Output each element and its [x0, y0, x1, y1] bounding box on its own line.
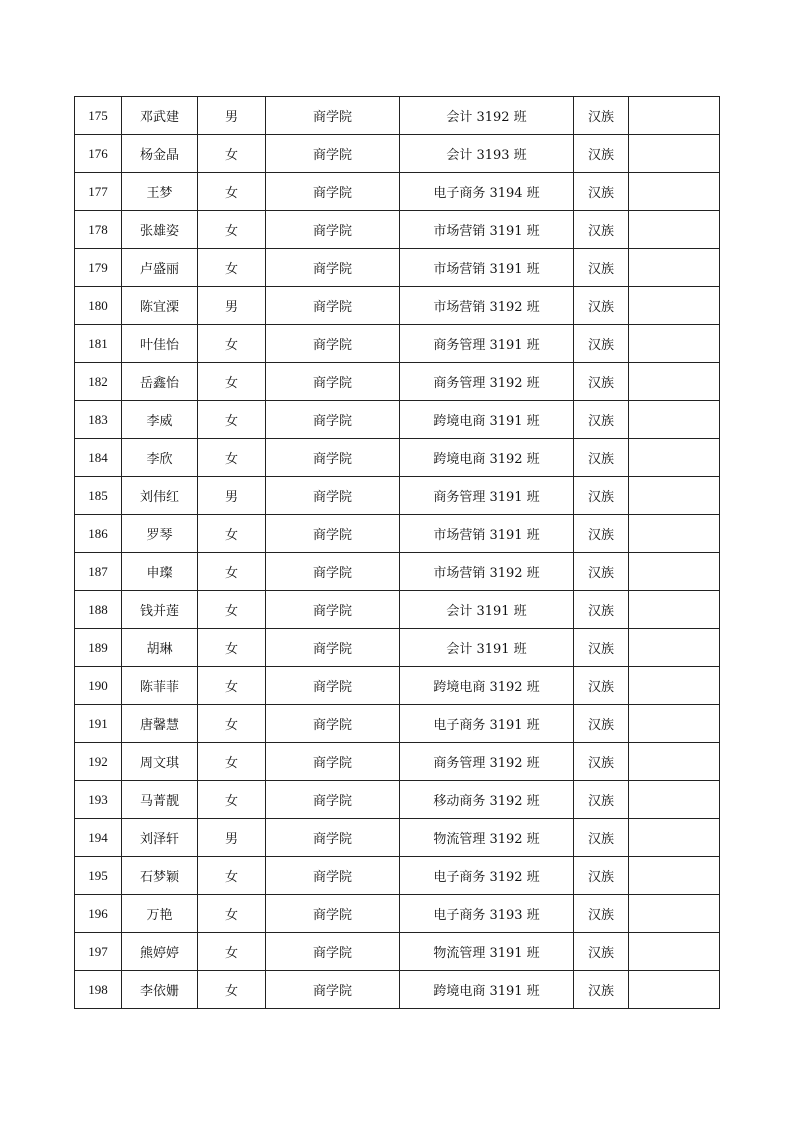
class-cell: 商务管理 3192 班: [400, 743, 574, 781]
table-row: [75, 781, 720, 819]
table-row: [75, 439, 720, 477]
student-name-cell: 唐馨慧: [122, 705, 198, 743]
note-cell: [629, 173, 720, 211]
college-cell: 商学院: [266, 819, 400, 857]
note-cell: [629, 781, 720, 819]
class-cell: 会计 3191 班: [400, 591, 574, 629]
serial-number-cell: 186: [75, 515, 122, 553]
table-row: [75, 933, 720, 971]
note-cell: [629, 553, 720, 591]
note-cell: [629, 971, 720, 1009]
serial-number-cell: 176: [75, 135, 122, 173]
class-cell: 跨境电商 3192 班: [400, 439, 574, 477]
table-row: [75, 97, 720, 135]
table-row: [75, 287, 720, 325]
table-row: [75, 819, 720, 857]
serial-number-cell: 177: [75, 173, 122, 211]
table-row: [75, 591, 720, 629]
college-cell: 商学院: [266, 933, 400, 971]
ethnicity-cell: 汉族: [574, 819, 629, 857]
college-cell: 商学院: [266, 705, 400, 743]
college-cell: 商学院: [266, 401, 400, 439]
class-cell: 跨境电商 3191 班: [400, 401, 574, 439]
table-row: [75, 515, 720, 553]
ethnicity-cell: 汉族: [574, 895, 629, 933]
gender-cell: 男: [198, 819, 266, 857]
college-cell: 商学院: [266, 971, 400, 1009]
table-row: [75, 667, 720, 705]
student-name-cell: 熊婷婷: [122, 933, 198, 971]
gender-cell: 女: [198, 857, 266, 895]
ethnicity-cell: 汉族: [574, 515, 629, 553]
table-row: [75, 743, 720, 781]
table-row: [75, 705, 720, 743]
student-name-cell: 周文琪: [122, 743, 198, 781]
student-name-cell: 石梦颖: [122, 857, 198, 895]
note-cell: [629, 325, 720, 363]
serial-number-cell: 180: [75, 287, 122, 325]
note-cell: [629, 629, 720, 667]
note-cell: [629, 515, 720, 553]
class-cell: 物流管理 3191 班: [400, 933, 574, 971]
gender-cell: 男: [198, 97, 266, 135]
student-name-cell: 张雄姿: [122, 211, 198, 249]
student-name-cell: 罗琴: [122, 515, 198, 553]
class-cell: 会计 3193 班: [400, 135, 574, 173]
ethnicity-cell: 汉族: [574, 249, 629, 287]
note-cell: [629, 819, 720, 857]
ethnicity-cell: 汉族: [574, 173, 629, 211]
class-cell: 跨境电商 3192 班: [400, 667, 574, 705]
serial-number-cell: 175: [75, 97, 122, 135]
ethnicity-cell: 汉族: [574, 667, 629, 705]
college-cell: 商学院: [266, 857, 400, 895]
college-cell: 商学院: [266, 287, 400, 325]
table-row: [75, 401, 720, 439]
note-cell: [629, 363, 720, 401]
note-cell: [629, 135, 720, 173]
ethnicity-cell: 汉族: [574, 401, 629, 439]
ethnicity-cell: 汉族: [574, 781, 629, 819]
gender-cell: 女: [198, 249, 266, 287]
serial-number-cell: 198: [75, 971, 122, 1009]
table-row: [75, 971, 720, 1009]
serial-number-cell: 195: [75, 857, 122, 895]
note-cell: [629, 895, 720, 933]
ethnicity-cell: 汉族: [574, 705, 629, 743]
class-cell: 电子商务 3193 班: [400, 895, 574, 933]
college-cell: 商学院: [266, 515, 400, 553]
table-row: [75, 325, 720, 363]
note-cell: [629, 857, 720, 895]
table-row: [75, 363, 720, 401]
student-name-cell: 李依姗: [122, 971, 198, 1009]
table-row: [75, 477, 720, 515]
gender-cell: 女: [198, 211, 266, 249]
gender-cell: 女: [198, 781, 266, 819]
student-name-cell: 申璨: [122, 553, 198, 591]
ethnicity-cell: 汉族: [574, 97, 629, 135]
college-cell: 商学院: [266, 781, 400, 819]
class-cell: 市场营销 3192 班: [400, 553, 574, 591]
student-name-cell: 万艳: [122, 895, 198, 933]
table-row: [75, 173, 720, 211]
serial-number-cell: 196: [75, 895, 122, 933]
student-name-cell: 马菁靓: [122, 781, 198, 819]
gender-cell: 男: [198, 477, 266, 515]
serial-number-cell: 189: [75, 629, 122, 667]
note-cell: [629, 933, 720, 971]
gender-cell: 女: [198, 553, 266, 591]
serial-number-cell: 190: [75, 667, 122, 705]
student-name-cell: 刘泽轩: [122, 819, 198, 857]
serial-number-cell: 194: [75, 819, 122, 857]
serial-number-cell: 192: [75, 743, 122, 781]
student-name-cell: 陈宜溧: [122, 287, 198, 325]
student-name-cell: 王梦: [122, 173, 198, 211]
table-row: [75, 135, 720, 173]
student-name-cell: 胡琳: [122, 629, 198, 667]
serial-number-cell: 184: [75, 439, 122, 477]
note-cell: [629, 401, 720, 439]
gender-cell: 女: [198, 439, 266, 477]
ethnicity-cell: 汉族: [574, 211, 629, 249]
serial-number-cell: 182: [75, 363, 122, 401]
gender-cell: 女: [198, 667, 266, 705]
gender-cell: 女: [198, 401, 266, 439]
class-cell: 会计 3191 班: [400, 629, 574, 667]
class-cell: 商务管理 3191 班: [400, 325, 574, 363]
ethnicity-cell: 汉族: [574, 629, 629, 667]
serial-number-cell: 181: [75, 325, 122, 363]
college-cell: 商学院: [266, 667, 400, 705]
class-cell: 市场营销 3191 班: [400, 249, 574, 287]
ethnicity-cell: 汉族: [574, 553, 629, 591]
ethnicity-cell: 汉族: [574, 971, 629, 1009]
college-cell: 商学院: [266, 439, 400, 477]
student-name-cell: 李威: [122, 401, 198, 439]
student-name-cell: 陈菲菲: [122, 667, 198, 705]
gender-cell: 女: [198, 705, 266, 743]
gender-cell: 女: [198, 743, 266, 781]
serial-number-cell: 191: [75, 705, 122, 743]
student-name-cell: 李欣: [122, 439, 198, 477]
ethnicity-cell: 汉族: [574, 325, 629, 363]
table-row: [75, 211, 720, 249]
gender-cell: 女: [198, 173, 266, 211]
class-cell: 电子商务 3194 班: [400, 173, 574, 211]
class-cell: 移动商务 3192 班: [400, 781, 574, 819]
college-cell: 商学院: [266, 477, 400, 515]
ethnicity-cell: 汉族: [574, 363, 629, 401]
serial-number-cell: 193: [75, 781, 122, 819]
ethnicity-cell: 汉族: [574, 857, 629, 895]
class-cell: 物流管理 3192 班: [400, 819, 574, 857]
note-cell: [629, 439, 720, 477]
note-cell: [629, 667, 720, 705]
ethnicity-cell: 汉族: [574, 591, 629, 629]
class-cell: 电子商务 3191 班: [400, 705, 574, 743]
roster-body: [75, 97, 720, 1009]
ethnicity-cell: 汉族: [574, 477, 629, 515]
note-cell: [629, 705, 720, 743]
gender-cell: 女: [198, 363, 266, 401]
note-cell: [629, 211, 720, 249]
gender-cell: 女: [198, 629, 266, 667]
note-cell: [629, 249, 720, 287]
serial-number-cell: 197: [75, 933, 122, 971]
college-cell: 商学院: [266, 629, 400, 667]
table-row: [75, 629, 720, 667]
college-cell: 商学院: [266, 363, 400, 401]
college-cell: 商学院: [266, 97, 400, 135]
ethnicity-cell: 汉族: [574, 439, 629, 477]
college-cell: 商学院: [266, 173, 400, 211]
note-cell: [629, 591, 720, 629]
note-cell: [629, 287, 720, 325]
college-cell: 商学院: [266, 553, 400, 591]
serial-number-cell: 179: [75, 249, 122, 287]
college-cell: 商学院: [266, 249, 400, 287]
note-cell: [629, 477, 720, 515]
serial-number-cell: 187: [75, 553, 122, 591]
serial-number-cell: 188: [75, 591, 122, 629]
ethnicity-cell: 汉族: [574, 135, 629, 173]
gender-cell: 女: [198, 591, 266, 629]
table-row: [75, 249, 720, 287]
student-name-cell: 邓武建: [122, 97, 198, 135]
college-cell: 商学院: [266, 135, 400, 173]
serial-number-cell: 185: [75, 477, 122, 515]
college-cell: 商学院: [266, 211, 400, 249]
gender-cell: 女: [198, 971, 266, 1009]
serial-number-cell: 178: [75, 211, 122, 249]
student-name-cell: 叶佳怡: [122, 325, 198, 363]
gender-cell: 女: [198, 515, 266, 553]
gender-cell: 女: [198, 135, 266, 173]
gender-cell: 女: [198, 933, 266, 971]
student-name-cell: 刘伟红: [122, 477, 198, 515]
student-name-cell: 卢盛丽: [122, 249, 198, 287]
table-row: [75, 857, 720, 895]
class-cell: 商务管理 3191 班: [400, 477, 574, 515]
table-row: [75, 895, 720, 933]
gender-cell: 女: [198, 895, 266, 933]
student-roster-table: [74, 96, 720, 1009]
gender-cell: 女: [198, 325, 266, 363]
table-row: [75, 553, 720, 591]
class-cell: 市场营销 3192 班: [400, 287, 574, 325]
class-cell: 市场营销 3191 班: [400, 515, 574, 553]
class-cell: 市场营销 3191 班: [400, 211, 574, 249]
note-cell: [629, 97, 720, 135]
serial-number-cell: 183: [75, 401, 122, 439]
ethnicity-cell: 汉族: [574, 933, 629, 971]
college-cell: 商学院: [266, 895, 400, 933]
student-name-cell: 岳鑫怡: [122, 363, 198, 401]
college-cell: 商学院: [266, 743, 400, 781]
ethnicity-cell: 汉族: [574, 743, 629, 781]
student-name-cell: 钱并莲: [122, 591, 198, 629]
class-cell: 跨境电商 3191 班: [400, 971, 574, 1009]
note-cell: [629, 743, 720, 781]
college-cell: 商学院: [266, 591, 400, 629]
student-name-cell: 杨金晶: [122, 135, 198, 173]
class-cell: 电子商务 3192 班: [400, 857, 574, 895]
ethnicity-cell: 汉族: [574, 287, 629, 325]
class-cell: 商务管理 3192 班: [400, 363, 574, 401]
college-cell: 商学院: [266, 325, 400, 363]
class-cell: 会计 3192 班: [400, 97, 574, 135]
gender-cell: 男: [198, 287, 266, 325]
